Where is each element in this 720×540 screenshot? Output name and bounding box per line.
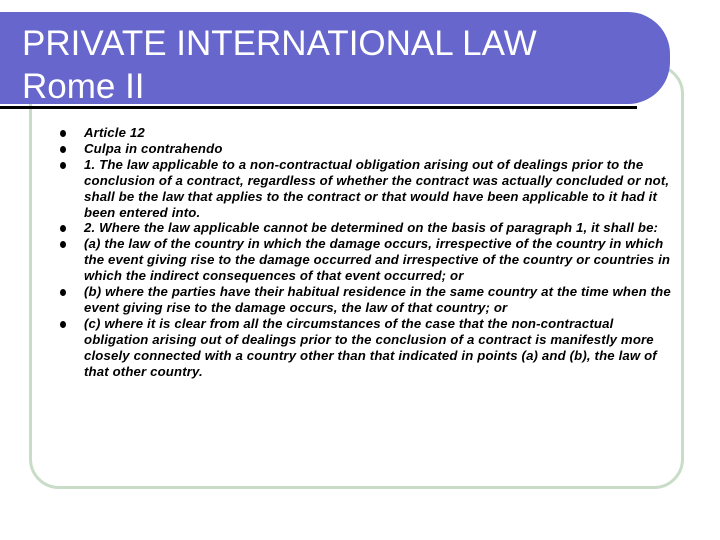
bullet-text: Culpa in contrahendo — [84, 140, 223, 156]
bullet-item — [60, 284, 672, 316]
bullet-text: (a) the law of the country in which the damage occurs, irrespective of the country in which the event giving rise to the damage occurred and irrespective of the country or countries in which the indirect consequences of that event occurred; or — [84, 236, 671, 284]
title-underline — [0, 106, 637, 109]
slide-title — [22, 22, 652, 108]
title-banner — [0, 12, 670, 104]
bullet-list — [60, 125, 672, 380]
bullet-dot-icon — [60, 146, 66, 153]
bullet-text: 2. Where the law applicable cannot be determined on the basis of paragraph 1, it shall be: — [84, 220, 659, 236]
bullet-item — [60, 220, 672, 236]
title-line-1: PRIVATE INTERNATIONAL LAW — [22, 24, 537, 63]
bullet-item — [60, 157, 672, 221]
bullet-text: 1. The law applicable to a non-contractual obligation arising out of dealings prior to the conclusion of a contract, regardless of whether the contract was actually concluded or not, shall be the law that applies to the contract or that would have been applicable to it had it been entered into. — [84, 156, 670, 220]
bullet-item — [60, 236, 672, 284]
bullet-dot-icon — [60, 130, 66, 137]
bullet-text: Article 12 — [84, 125, 145, 140]
bullet-item — [60, 125, 672, 141]
bullet-dot-icon — [60, 225, 66, 232]
bullet-text: (b) where the parties have their habitual residence in the same country at the time when the event giving rise to the damage occurs, the law of that country; or — [84, 284, 671, 315]
bullet-dot-icon — [60, 241, 66, 248]
bullet-text: (c) where it is clear from all the circumstances of the case that the non-contractual obligation arising out of dealings prior to the conclusion of a contract is manifestly more closely connected with a country other than that indicated in points (a) and (b), the law of that other country. — [84, 315, 657, 379]
bullet-item — [60, 316, 672, 380]
bullet-item — [60, 141, 672, 157]
bullet-dot-icon — [60, 162, 66, 169]
bullet-dot-icon — [60, 289, 66, 296]
bullet-dot-icon — [60, 321, 66, 328]
title-line-2: Rome II — [22, 67, 145, 106]
